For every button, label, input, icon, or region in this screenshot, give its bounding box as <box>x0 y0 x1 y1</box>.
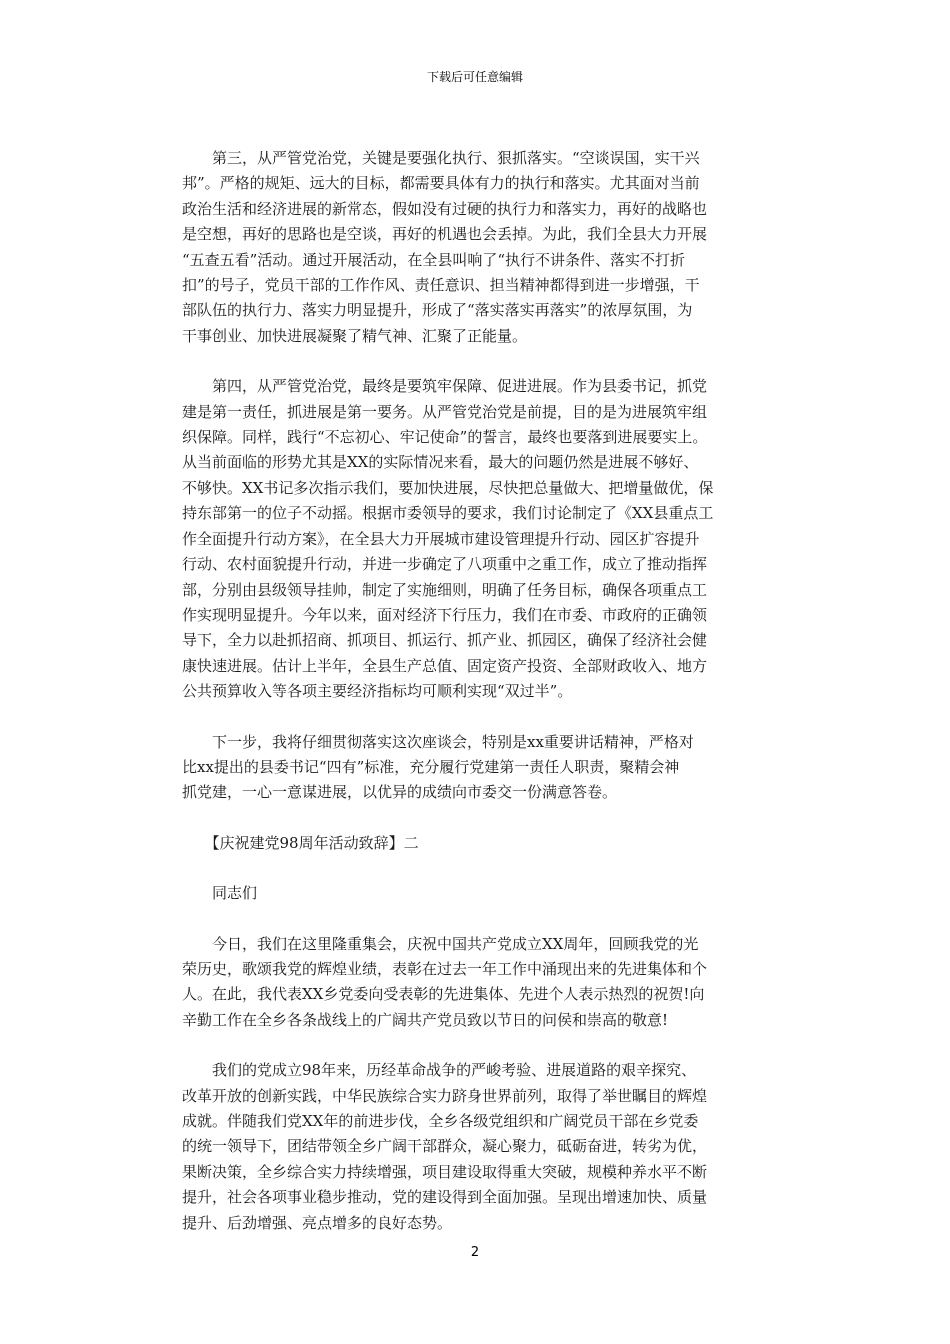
paragraph <box>182 1058 782 1236</box>
paragraph <box>182 881 782 906</box>
paragraph-line: 不够快。XX书记多次指示我们，要加快进展，尽快把总量做大、把增量做优，保 <box>182 478 714 497</box>
paragraph-line: 今日，我们在这里隆重集会，庆祝中国共产党成立XX周年，回顾我党的光 <box>182 934 699 953</box>
paragraph-line: 荣历史，歌颂我党的辉煌业绩，表彰在过去一年工作中涌现出来的先进集体和个 <box>182 959 708 978</box>
paragraph-line: 织保障。同样，践行“不忘初心、牢记使命”的誓言，最终也要落到进展要实上。 <box>182 428 708 447</box>
paragraph-line: 干事创业、加快进展凝聚了精气神、汇聚了正能量。 <box>182 326 528 345</box>
paragraph-line: 第三，从严管党治党，关键是要强化执行、狠抓落实。“空谈误国，实干兴 <box>182 149 700 167</box>
document-body <box>182 146 782 1261</box>
paragraph <box>182 730 782 806</box>
page-number: 2 <box>470 1245 480 1260</box>
paragraph-line: 提升，社会各项事业稳步推动，党的建设得到全面加强。呈现出增速加快、质量 <box>182 1188 708 1207</box>
paragraph-line: 改革开放的创新实践，中华民族综合实力跻身世界前列，取得了举世瞩目的辉煌 <box>182 1086 708 1105</box>
paragraph <box>182 146 782 349</box>
paragraph-line: 部，分别由县级领导挂帅，制定了实施细则，明确了任务目标，确保各项重点工 <box>182 580 708 599</box>
paragraph-line: 果断决策，全乡综合实力持续增强，项目建设取得重大突破，规模种养水平不断 <box>182 1162 708 1181</box>
paragraph-line: 比xx提出的县委书记“四有”标准，充分履行党建第一责任人职责，聚精会神 <box>182 757 680 776</box>
paragraph-line: 的统一领导下，团结带领全乡广阔干部群众，凝心聚力，砥砺奋进，转劣为优， <box>182 1137 708 1156</box>
paragraph-line: 是空想，再好的思路也是空谈，再好的机遇也会丢掉。为此，我们全县大力开展 <box>182 225 708 244</box>
paragraph-line: 抓党建，一心一意谋进展，以优异的成绩向市委交一份满意答卷。 <box>182 783 618 802</box>
paragraph-line: 导下，全力以赴抓招商、抓项目、抓运行、抓产业、抓园区，确保了经济社会健 <box>182 631 708 650</box>
paragraph-line: 建是第一责任，抓进展是第一要务。从严管党治党是前提，目的是为进展筑牢组 <box>182 402 708 421</box>
paragraph-line: 成就。伴随我们党XX年的前进步伐，全乡各级党组织和广阔党员干部在乡党委 <box>182 1112 699 1130</box>
paragraph <box>182 932 782 1034</box>
paragraph-line: 政治生活和经济进展的新常态，假如没有过硬的执行力和落实力，再好的战略也 <box>182 199 708 218</box>
paragraph-line: 提升、后劲增强、亮点增多的良好态势。 <box>182 1213 453 1232</box>
paragraph-line: 持东部第一的位子不动摇。根据市委领导的要求，我们讨论制定了《XX县重点工 <box>182 504 714 523</box>
header-note: 下载后可任意编辑 <box>426 70 523 84</box>
paragraph-line: 【庆祝建党98周年活动致辞】二 <box>182 833 419 852</box>
paragraph <box>182 831 782 856</box>
paragraph-line: 从当前面临的形势尤其是XX的实际情况来看，最大的问题仍然是进展不够好、 <box>182 453 699 472</box>
paragraph-line: 作全面提升行动方案》，在全县大力开展城市建设管理提升行动、园区扩容提升 <box>182 529 700 548</box>
paragraph-line: “五查五看”活动。通过开展活动，在全县叫响了“执行不讲条件、落实不打折 <box>182 250 686 269</box>
paragraph-line: 我们的党成立98年来，历经革命战争的严峻考验、进展道路的艰辛探究、 <box>182 1061 697 1080</box>
paragraph-line: 部队伍的执行力、落实力明显提升，形成了“落实落实再落实”的浓厚氛围，为 <box>182 301 693 320</box>
paragraph-line: 第四，从严管党治党，最终是要筑牢保障、促进进展。作为县委书记，抓党 <box>182 377 708 396</box>
paragraph-line: 作实现明显提升。今年以来，面对经济下行压力，我们在市委、市政府的正确领 <box>182 605 708 624</box>
paragraph-line: 辛勤工作在全乡各条战线上的广阔共产党员致以节日的问侯和崇高的敬意! <box>182 1010 669 1029</box>
paragraph-line: 扣”的号子，党员干部的工作作风、责任意识、担当精神都得到进一步增强，干 <box>182 276 700 295</box>
paragraph-line: 同志们 <box>182 884 258 903</box>
paragraph-line: 公共预算收入等各项主要经济指标均可顺利实现“双过半”。 <box>182 682 573 701</box>
paragraph <box>182 374 782 704</box>
paragraph-line: 康快速进展。估计上半年，全县生产总值、固定资产投资、全部财政收入、地方 <box>182 656 708 675</box>
paragraph-line: 人。在此，我代表XX乡党委向受表彰的先进集体、先进个人表示热烈的祝贺!向 <box>182 985 705 1004</box>
paragraph-line: 行动、农村面貌提升行动，并进一步确定了八项重中之重工作，成立了推动指挥 <box>182 555 708 574</box>
paragraph-line: 邦”。严格的规矩、远大的目标，都需要具体有力的执行和落实。尤其面对当前 <box>182 174 700 193</box>
paragraph-line: 下一步，我将仔细贯彻落实这次座谈会，特别是xx重要讲话精神，严格对 <box>182 732 694 751</box>
